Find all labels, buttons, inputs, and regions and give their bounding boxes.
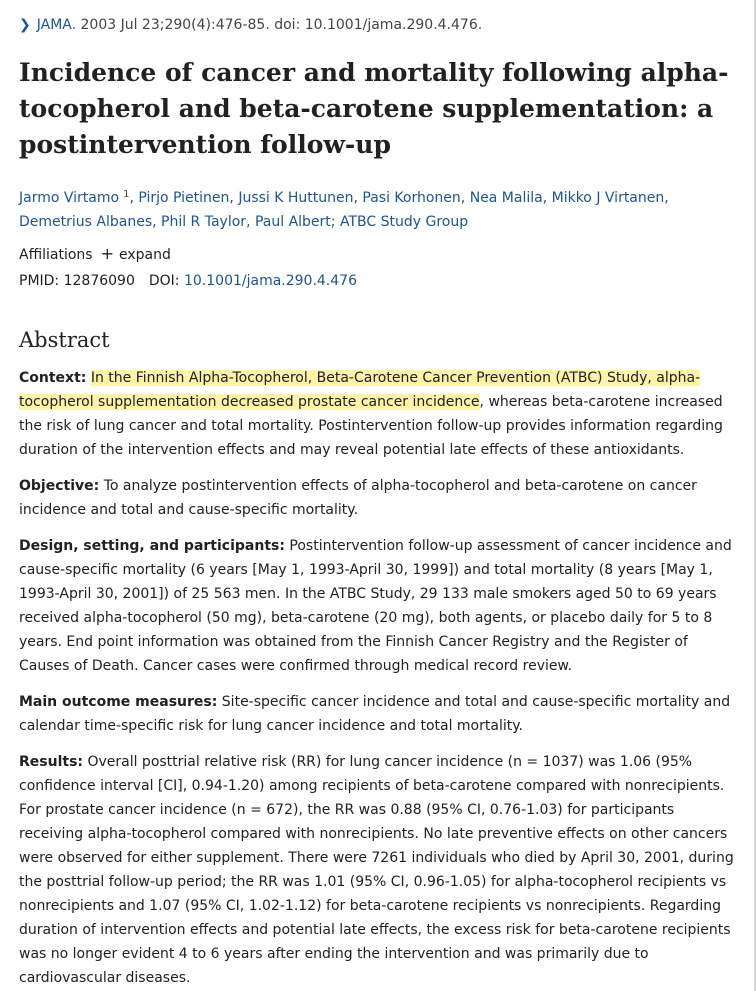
author-link[interactable]: Nea Malila [469, 190, 543, 206]
affiliations-label: Affiliations [19, 247, 93, 263]
abstract-outcome [19, 690, 735, 738]
highlighted-text: In the Finnish Alpha-Tocopherol, Beta-Carotene Cancer Prevention (ATBC) Study, alpha-tocopherol supplementation decreased prostate cancer incidence [19, 370, 701, 410]
author-link[interactable]: Jarmo Virtamo [19, 190, 120, 206]
affiliations-expand-button[interactable] [100, 244, 171, 263]
identifiers-row [19, 271, 357, 291]
context-label: Context: [19, 370, 87, 386]
author-link[interactable]: Demetrius Albanes [19, 214, 153, 230]
author-link[interactable]: Jussi K Huttunen [238, 190, 354, 206]
author-link[interactable]: Mikko J Virtanen [551, 190, 665, 206]
pmid-value: 12876090 [63, 273, 135, 289]
outcome-label: Main outcome measures: [19, 694, 218, 710]
abstract-design [19, 534, 735, 678]
article-title: Incidence of cancer and mortality following alpha-tocopherol and beta-carotene supplementation: a postintervention follow-up [19, 58, 729, 159]
results-text: Overall posttrial relative risk (RR) for lung cancer incidence (n = 1037) was 1.06 (95% confidence interval [CI], 0.94-1.20) among recipients of beta-carotene compared with nonrecipients. For prostate cancer incidence (n = 672), the RR was 0.88 (95% CI, 0.76-1.03) for participants receiving alpha-tocopherol compared with nonrecipients. No late preventive effects on other cancers were observed for either supplement. There were 7261 individuals who died by April 30, 2001, during the posttrial follow-up period; the RR was 1.01 (95% CI, 0.96-1.05) for alpha-tocopherol recipients vs nonrecipients and 1.07 (95% CI, 1.02-1.12) for beta-carotene recipients vs nonrecipients. Regarding duration of intervention effects and potential late effects, the excess risk for beta-carotene recipients was no longer evident 4 to 6 years after ending the intervention and was primarily due to cardiovascular diseases. [19, 754, 734, 986]
abstract-context [19, 366, 735, 462]
author-link[interactable]: Pirjo Pietinen [138, 190, 230, 206]
abstract-heading: Abstract [19, 328, 110, 352]
abstract-results [19, 750, 735, 990]
expand-label: expand [119, 247, 171, 263]
author-list: Jarmo Virtamo $^1$, Pirjo Pietinen, Jussi K Huttunen, Pasi Korhonen, Nea Malila, Mikko J Virtanen, Demetrius Albanes, Phil R Taylor, Paul Albert; ATBC Study Group [19, 189, 669, 230]
plus-icon: + [100, 244, 114, 263]
chevron-right-icon[interactable]: ❯ [19, 17, 31, 33]
author-link[interactable]: Phil R Taylor [161, 214, 247, 230]
objective-label: Objective: [19, 478, 100, 494]
pmid-label: PMID: [19, 273, 60, 289]
abstract-objective [19, 474, 735, 522]
results-label: Results: [19, 754, 83, 770]
context-text: , whereas beta-carotene increased the risk of lung cancer and total mortality. Postintervention follow-up provides information regarding duration of the intervention effects and may reveal potential late effects of these antioxidants. [19, 394, 723, 458]
design-label: Design, setting, and participants: [19, 538, 285, 554]
author-link[interactable]: Paul Albert [254, 214, 331, 230]
author-group-link[interactable]: ATBC Study Group [339, 214, 469, 230]
citation-line [19, 15, 482, 35]
affiliation-mark[interactable]: 1 [123, 189, 130, 200]
design-text: Postintervention follow-up assessment of cancer incidence and cause-specific mortality (6 years [May 1, 1993-April 30, 1999]) and total mortality (8 years [May 1, 1993-April 30, 2001]) of 25 563 men. In the ATBC Study, 29 133 male smokers aged 50 to 69 years received alpha-tocopherol (50 mg), beta-carotene (20 mg), both agents, or placebo daily for 5 to 8 years. End point information was obtained from the Finnish Cancer Registry and the Register of Causes of Death. Cancer cases were confirmed through medical record review. [19, 538, 732, 674]
citation-details: 2003 Jul 23;290(4):476-85. doi: 10.1001/jama.290.4.476. [76, 17, 483, 33]
doi-label: DOI: [148, 273, 180, 289]
journal-link[interactable]: JAMA. [36, 17, 77, 33]
author-link[interactable]: Pasi Korhonen [362, 190, 461, 206]
affiliations-row [19, 244, 171, 265]
doi-link[interactable]: 10.1001/jama.290.4.476 [183, 273, 357, 289]
objective-text: To analyze postintervention effects of alpha-tocopherol and beta-carotene on cancer incidence and total and cause-specific mortality. [19, 478, 697, 518]
outcome-text: Site-specific cancer incidence and total and cause-specific mortality and calendar time-specific risk for lung cancer incidence and total mortality. [19, 694, 731, 734]
